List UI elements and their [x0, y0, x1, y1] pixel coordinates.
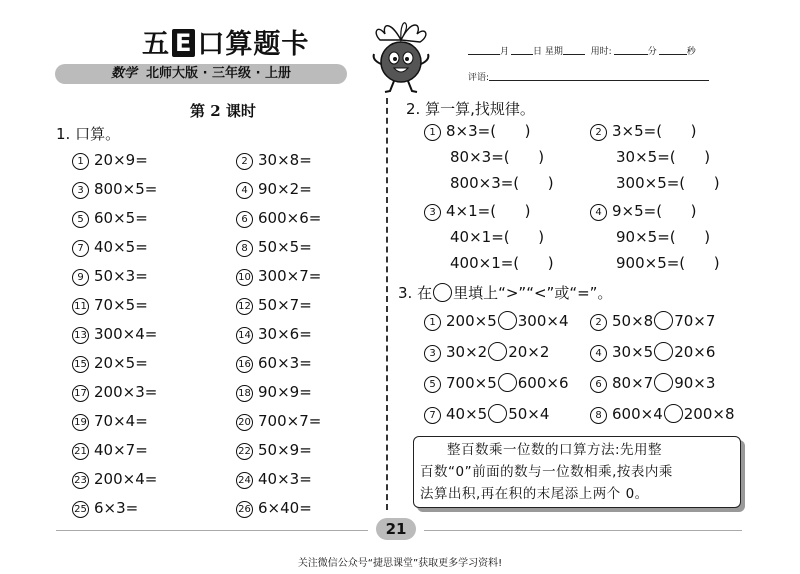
left-expression: 80×7: [612, 374, 654, 392]
brand-post: 口算题卡: [197, 29, 310, 60]
pattern-expression: 800×3=( ): [450, 174, 554, 192]
right-expression: 50×4: [508, 405, 550, 423]
brand-e-logo: E: [172, 29, 195, 57]
item-expression: 200×4=: [94, 470, 158, 488]
item-expression: 6×3=: [94, 499, 139, 517]
item-number: 10: [236, 269, 253, 286]
item-number: 20: [236, 414, 253, 431]
group-number: 2: [590, 124, 607, 141]
pattern-line: [450, 148, 544, 166]
group-number: 1: [424, 124, 441, 141]
item-expression: 40×7=: [94, 441, 148, 459]
subject-edition-bar: [55, 64, 347, 84]
pattern-expression: 40×1=( ): [450, 228, 545, 246]
item-expression: 20×5=: [94, 354, 148, 372]
mental-calc-item: [72, 296, 148, 315]
item-expression: 70×4=: [94, 412, 148, 430]
item-number: 6: [236, 211, 253, 228]
item-number: 3: [72, 182, 89, 199]
left-expression: 700×5: [446, 374, 497, 392]
item-number: 4: [236, 182, 253, 199]
tip-box: [413, 436, 741, 508]
second-blank[interactable]: [659, 45, 687, 55]
pattern-line: [616, 148, 710, 166]
footer-note: 关注微信公众号“捷思课堂”获取更多学习资料!: [297, 558, 503, 569]
item-number: 14: [236, 327, 253, 344]
item-expression: 300×7=: [258, 267, 322, 285]
item-expression: 90×9=: [258, 383, 312, 401]
item-expression: 6×40=: [258, 499, 312, 517]
pattern-expression: 30×5=( ): [616, 148, 711, 166]
compare-item: [590, 404, 735, 424]
compare-circle-input[interactable]: [498, 311, 517, 330]
section1-title: 1. 口算。: [56, 125, 121, 143]
item-number: 4: [590, 345, 607, 362]
item-expression: 50×9=: [258, 441, 312, 459]
item-number: 5: [424, 376, 441, 393]
item-number: 8: [236, 240, 253, 257]
mental-calc-item: [236, 151, 312, 170]
item-number: 7: [72, 240, 89, 257]
item-number: 16: [236, 356, 253, 373]
left-expression: 600×4: [612, 405, 663, 423]
comment-line: 评语:: [468, 70, 709, 83]
item-number: 2: [590, 314, 607, 331]
pattern-line: [590, 202, 697, 221]
month-blank[interactable]: [468, 45, 500, 55]
date-time-line: 月 日 星期 用时: 分 秒: [468, 44, 696, 57]
pattern-expression: 4×1=( ): [446, 202, 531, 220]
pattern-expression: 9×5=( ): [612, 202, 697, 220]
item-expression: 30×6=: [258, 325, 312, 343]
mental-calc-item: [236, 238, 312, 257]
mental-calc-item: [236, 383, 312, 402]
mental-calc-item: [72, 383, 157, 402]
item-expression: 300×4=: [94, 325, 158, 343]
left-expression: 30×5: [612, 343, 654, 361]
pattern-expression: 8×3=( ): [446, 122, 531, 140]
mental-calc-item: [236, 296, 312, 315]
footer-rule-left: [56, 530, 368, 531]
item-number: 6: [590, 376, 607, 393]
right-expression: 300×4: [517, 312, 569, 330]
compare-circle-input[interactable]: [488, 404, 507, 423]
item-number: 18: [236, 385, 253, 402]
item-number: 21: [72, 443, 89, 460]
subject-label: 数学: [110, 66, 137, 81]
lesson-title: 第 2 课时: [190, 102, 256, 120]
mental-calc-item: [72, 412, 148, 431]
brand-pre: 五: [142, 29, 170, 60]
mental-calc-item: [236, 441, 312, 460]
section2-title: 2. 算一算,找规律。: [406, 100, 535, 118]
right-expression: 600×6: [517, 374, 569, 392]
compare-item: [590, 311, 715, 331]
right-expression: 20×6: [674, 343, 716, 361]
mental-calc-item: [72, 354, 148, 373]
group-number: 3: [424, 204, 441, 221]
mental-calc-item: [72, 470, 157, 489]
right-expression: 200×8: [683, 405, 735, 423]
item-expression: 30×8=: [258, 151, 312, 169]
item-number: 26: [236, 501, 253, 518]
comment-blank[interactable]: [489, 71, 709, 81]
item-expression: 40×3=: [258, 470, 312, 488]
mental-calc-item: [72, 441, 148, 460]
compare-circle-input[interactable]: [654, 311, 673, 330]
item-number: 5: [72, 211, 89, 228]
pattern-expression: 3×5=( ): [612, 122, 697, 140]
minute-blank[interactable]: [614, 45, 648, 55]
pattern-line: [616, 228, 710, 246]
right-expression: 90×3: [674, 374, 716, 392]
mental-calc-item: [72, 209, 148, 228]
right-expression: 70×7: [674, 312, 716, 330]
left-expression: 30×2: [446, 343, 488, 361]
item-number: 7: [424, 407, 441, 424]
pattern-line: [590, 122, 697, 141]
compare-item: [590, 373, 715, 393]
pattern-line: [450, 254, 554, 272]
item-expression: 60×5=: [94, 209, 148, 227]
item-expression: 700×7=: [258, 412, 322, 430]
mental-calc-item: [236, 470, 312, 489]
compare-circle-input[interactable]: [488, 342, 507, 361]
item-number: 19: [72, 414, 89, 431]
column-divider: [386, 98, 388, 510]
mental-calc-item: [236, 325, 312, 344]
pattern-expression: 400×1=( ): [450, 254, 554, 272]
workbook-brand: [142, 22, 309, 61]
item-number: 23: [72, 472, 89, 489]
mental-calc-item: [72, 325, 157, 344]
item-number: 9: [72, 269, 89, 286]
mental-calc-item: [72, 499, 138, 518]
compare-item: [424, 342, 549, 362]
item-expression: 90×2=: [258, 180, 312, 198]
item-expression: 50×3=: [94, 267, 148, 285]
right-expression: 20×2: [508, 343, 550, 361]
mental-calc-item: [72, 267, 148, 286]
pattern-expression: 80×3=( ): [450, 148, 545, 166]
compare-item: [424, 373, 569, 393]
tip-line3: 法算出积,再在积的末尾添上两个 0。: [420, 486, 649, 502]
left-expression: 200×5: [446, 312, 497, 330]
item-number: 11: [72, 298, 89, 315]
item-number: 2: [236, 153, 253, 170]
mental-calc-item: [236, 180, 312, 199]
mental-calc-item: [236, 412, 321, 431]
item-expression: 50×7=: [258, 296, 312, 314]
compare-circle-input[interactable]: [498, 373, 517, 392]
compare-item: [424, 311, 569, 331]
pattern-line: [616, 174, 720, 192]
item-number: 1: [424, 314, 441, 331]
left-expression: 50×8: [612, 312, 654, 330]
compare-circle-input[interactable]: [664, 404, 683, 423]
compare-item: [590, 342, 715, 362]
tip-line1: 整百数乘一位数的口算方法:先用整: [447, 442, 663, 458]
item-number: 8: [590, 407, 607, 424]
pattern-line: [450, 228, 544, 246]
compare-circle-input[interactable]: [654, 373, 673, 392]
mental-calc-item: [72, 180, 157, 199]
edition-label: 北师大版 · 三年级 · 上册: [146, 66, 292, 81]
mental-calc-item: [72, 151, 148, 170]
item-number: 25: [72, 501, 89, 518]
item-expression: 40×5=: [94, 238, 148, 256]
pattern-expression: 900×5=( ): [616, 254, 720, 272]
mental-calc-item: [236, 499, 312, 518]
item-expression: 200×3=: [94, 383, 158, 401]
item-expression: 60×3=: [258, 354, 312, 372]
compare-circle-icon: [433, 283, 452, 302]
item-expression: 70×5=: [94, 296, 148, 314]
mental-calc-item: [72, 238, 148, 257]
item-expression: 20×9=: [94, 151, 148, 169]
item-expression: 50×5=: [258, 238, 312, 256]
item-number: 22: [236, 443, 253, 460]
item-number: 15: [72, 356, 89, 373]
page-number: 21: [376, 518, 416, 540]
item-number: 17: [72, 385, 89, 402]
compare-circle-input[interactable]: [654, 342, 673, 361]
item-expression: 600×6=: [258, 209, 322, 227]
footer-rule-right: [424, 530, 742, 531]
item-number: 12: [236, 298, 253, 315]
pattern-line: [424, 122, 531, 141]
group-number: 4: [590, 204, 607, 221]
pattern-expression: 90×5=( ): [616, 228, 711, 246]
pattern-expression: 300×5=( ): [616, 174, 720, 192]
item-number: 13: [72, 327, 89, 344]
mental-calc-item: [236, 267, 321, 286]
pattern-line: [450, 174, 554, 192]
item-expression: 800×5=: [94, 180, 158, 198]
tip-line2: 百数“0”前面的数与一位数相乘,按表内乘: [420, 464, 673, 480]
item-number: 24: [236, 472, 253, 489]
mental-calc-item: [236, 209, 321, 228]
day-blank[interactable]: [511, 45, 533, 55]
item-number: 1: [72, 153, 89, 170]
pattern-line: [616, 254, 720, 272]
item-number: 3: [424, 345, 441, 362]
weekday-blank[interactable]: [563, 45, 585, 55]
pattern-line: [424, 202, 531, 221]
left-expression: 40×5: [446, 405, 488, 423]
compare-item: [424, 404, 549, 424]
radish-mascot-icon: [360, 14, 442, 96]
section3-title: 3. 在 里填上“>”“<”或“=”。: [398, 284, 613, 302]
mental-calc-item: [236, 354, 312, 373]
